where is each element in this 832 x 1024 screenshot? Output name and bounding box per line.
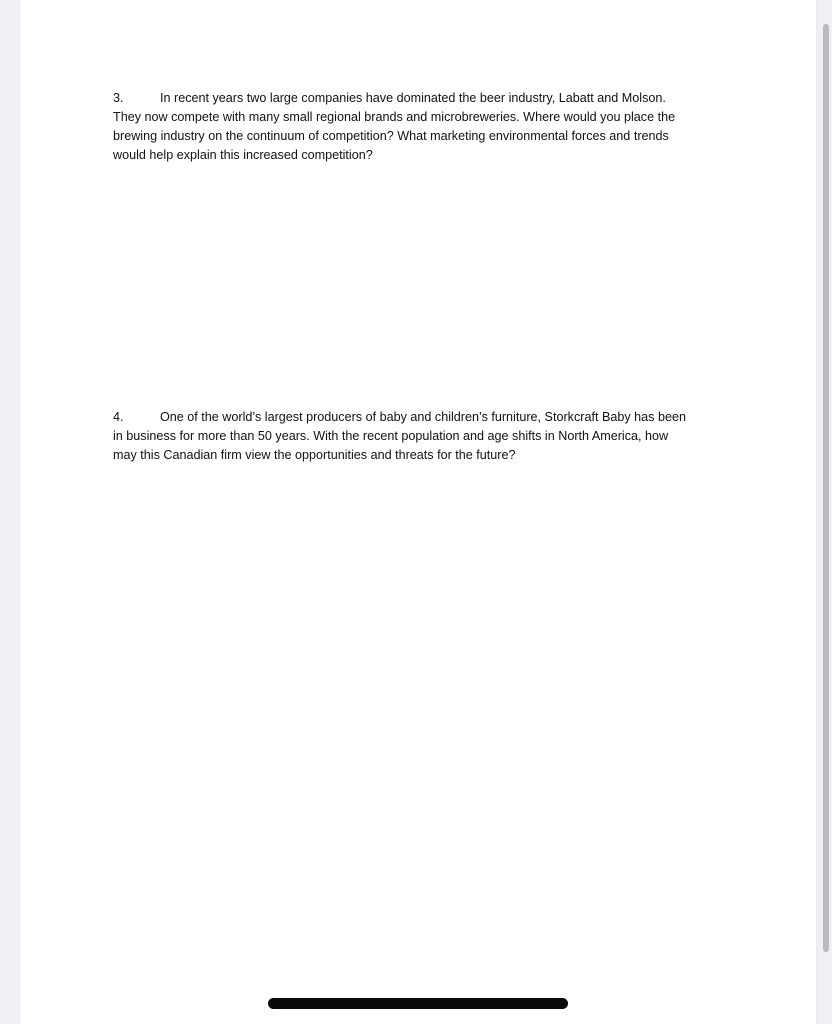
question-3-line-3: brewing industry on the continuum of competition? What marketing environmental forces and trends bbox=[113, 129, 669, 143]
question-3 bbox=[113, 89, 717, 165]
question-4-line-1 bbox=[113, 408, 717, 427]
question-3-line-4: would help explain this increased competition? bbox=[113, 148, 373, 162]
vertical-scrollbar[interactable] bbox=[823, 24, 829, 952]
question-3-line-2: They now compete with many small regional brands and microbreweries. Where would you place the bbox=[113, 110, 676, 124]
question-4 bbox=[113, 408, 717, 465]
question-4-line-3: may this Canadian firm view the opportunities and threats for the future? bbox=[113, 448, 516, 462]
question-number: 4. bbox=[113, 410, 124, 424]
home-indicator[interactable] bbox=[268, 998, 568, 1009]
question-3-line-1 bbox=[113, 89, 717, 108]
question-text: One of the world’s largest producers of baby and children’s furniture, Storkcraft Baby has been bbox=[160, 410, 686, 424]
question-text: In recent years two large companies have dominated the beer industry, Labatt and Molson. bbox=[160, 91, 666, 105]
question-number: 3. bbox=[113, 91, 124, 105]
document-page[interactable] bbox=[20, 0, 816, 1024]
question-4-line-2: in business for more than 50 years. With the recent population and age shifts in North America, how bbox=[113, 429, 669, 443]
